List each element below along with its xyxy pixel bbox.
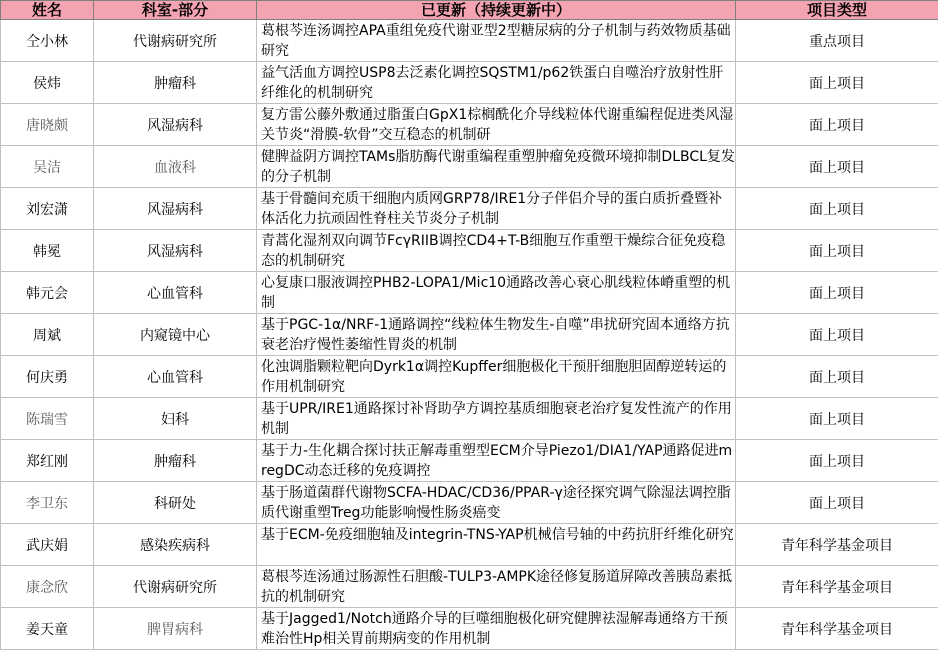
cell-name[interactable]: 武庆娟 bbox=[1, 524, 94, 566]
cell-type[interactable]: 面上项目 bbox=[736, 314, 938, 356]
cell-dept[interactable]: 风湿病科 bbox=[94, 230, 257, 272]
cell-title-text: 葛根芩连汤通过肠源性石胆酸-TULP3-AMPK途径修复肠道屏障改善胰岛素抵抗的机制研究 bbox=[261, 567, 735, 607]
cell-title-text: 葛根芩连汤调控APA重组免疫代谢亚型2型糖尿病的分子机制与药效物质基础研究 bbox=[261, 21, 735, 61]
cell-dept[interactable]: 妇科 bbox=[94, 398, 257, 440]
cell-title[interactable] bbox=[257, 608, 736, 650]
cell-title-text: 基于Jagged1/Notch通路介导的巨噬细胞极化研究健脾祛湿解毒通络方干预难治性Hp相关胃前期病变的作用机制 bbox=[261, 609, 735, 649]
cell-type[interactable]: 面上项目 bbox=[736, 104, 938, 146]
cell-dept[interactable]: 科研处 bbox=[94, 482, 257, 524]
cell-type[interactable]: 面上项目 bbox=[736, 146, 938, 188]
cell-dept[interactable]: 心血管科 bbox=[94, 272, 257, 314]
table-row bbox=[1, 20, 938, 62]
cell-name[interactable]: 韩元会 bbox=[1, 272, 94, 314]
cell-title[interactable] bbox=[257, 482, 736, 524]
cell-name[interactable]: 吴洁 bbox=[1, 146, 94, 188]
cell-title-text: 心复康口服液调控PHB2-LOPA1/Mic10通路改善心衰心肌线粒体嵴重塑的机制 bbox=[261, 273, 735, 313]
cell-title-text: 基于PGC-1α/NRF-1通路调控“线粒体生物发生-自噬”串扰研究固本通络方抗衰老治疗慢性萎缩性胃炎的机制 bbox=[261, 315, 735, 355]
table-row bbox=[1, 398, 938, 440]
cell-dept[interactable]: 血液科 bbox=[94, 146, 257, 188]
cell-name[interactable]: 仝小林 bbox=[1, 20, 94, 62]
cell-title-text: 基于骨髓间充质干细胞内质网GRP78/IRE1分子伴侣介导的蛋白质折叠暨补体活化力抗顽固性脊柱关节炎分子机制 bbox=[261, 189, 735, 229]
table-row bbox=[1, 482, 938, 524]
cell-name[interactable]: 康念欣 bbox=[1, 566, 94, 608]
table-row bbox=[1, 608, 938, 650]
cell-title[interactable] bbox=[257, 230, 736, 272]
table-row bbox=[1, 104, 938, 146]
cell-title-text: 化浊调脂颗粒靶向Dyrk1α调控Kupffer细胞极化干预肝细胞胆固醇逆转运的作用机制研究 bbox=[261, 357, 735, 397]
cell-name[interactable]: 李卫东 bbox=[1, 482, 94, 524]
cell-type[interactable]: 青年科学基金项目 bbox=[736, 608, 938, 650]
table-row bbox=[1, 62, 938, 104]
cell-type[interactable]: 青年科学基金项目 bbox=[736, 566, 938, 608]
cell-title[interactable] bbox=[257, 104, 736, 146]
cell-title-text: 基于肠道菌群代谢物SCFA-HDAC/CD36/PPAR-γ途径探究调气除湿法调控脂质代谢重塑Treg功能影响慢性肠炎癌变 bbox=[261, 483, 735, 523]
cell-title-text: 青蒿化湿剂双向调节FcγRIIB调控CD4+T-B细胞互作重塑干燥综合征免疫稳态的机制研究 bbox=[261, 231, 735, 271]
cell-name[interactable]: 周斌 bbox=[1, 314, 94, 356]
table-row bbox=[1, 356, 938, 398]
cell-dept[interactable]: 肿瘤科 bbox=[94, 62, 257, 104]
cell-title-text: 基于力-生化耦合探讨扶正解毒重塑型ECM介导Piezo1/DIA1/YAP通路促进mregDC动态迁移的免疫调控 bbox=[261, 441, 735, 481]
cell-title[interactable] bbox=[257, 566, 736, 608]
cell-name[interactable]: 韩冕 bbox=[1, 230, 94, 272]
cell-dept[interactable]: 风湿病科 bbox=[94, 188, 257, 230]
cell-dept[interactable]: 风湿病科 bbox=[94, 104, 257, 146]
cell-type[interactable]: 重点项目 bbox=[736, 20, 938, 62]
cell-title[interactable] bbox=[257, 146, 736, 188]
table-row bbox=[1, 188, 938, 230]
cell-name[interactable]: 唐晓颇 bbox=[1, 104, 94, 146]
cell-name[interactable]: 何庆勇 bbox=[1, 356, 94, 398]
cell-type[interactable]: 青年科学基金项目 bbox=[736, 524, 938, 566]
header-row bbox=[1, 1, 938, 20]
cell-dept[interactable]: 内窥镜中心 bbox=[94, 314, 257, 356]
cell-type[interactable]: 面上项目 bbox=[736, 230, 938, 272]
cell-title-text: 健脾益阴方调控TAMs脂肪酶代谢重编程重塑肿瘤免疫微环境抑制DLBCL复发的分子机制 bbox=[261, 147, 735, 187]
cell-type[interactable]: 面上项目 bbox=[736, 62, 938, 104]
cell-title-text: 基于ECM-免疫细胞轴及integrin-TNS-YAP机械信号轴的中药抗肝纤维化研究 bbox=[261, 525, 735, 565]
table-row bbox=[1, 146, 938, 188]
cell-dept[interactable]: 心血管科 bbox=[94, 356, 257, 398]
cell-title[interactable] bbox=[257, 62, 736, 104]
cell-title[interactable] bbox=[257, 356, 736, 398]
cell-name[interactable]: 姜天童 bbox=[1, 608, 94, 650]
header-dept[interactable]: 科室-部分 bbox=[94, 1, 257, 20]
cell-title[interactable] bbox=[257, 440, 736, 482]
cell-title[interactable] bbox=[257, 20, 736, 62]
cell-dept[interactable]: 感染疾病科 bbox=[94, 524, 257, 566]
cell-title-text: 复方雷公藤外敷通过脂蛋白GpX1棕榈酰化介导线粒体代谢重编程促进类风湿关节炎“滑膜-软骨”交互稳态的机制研 bbox=[261, 105, 735, 145]
cell-dept[interactable]: 代谢病研究所 bbox=[94, 566, 257, 608]
cell-type[interactable]: 面上项目 bbox=[736, 482, 938, 524]
cell-dept[interactable]: 肿瘤科 bbox=[94, 440, 257, 482]
cell-name[interactable]: 刘宏潇 bbox=[1, 188, 94, 230]
header-title[interactable]: 已更新（持续更新中） bbox=[257, 1, 736, 20]
table-body bbox=[1, 20, 938, 650]
table-row bbox=[1, 440, 938, 482]
table-row bbox=[1, 230, 938, 272]
cell-title[interactable] bbox=[257, 188, 736, 230]
table-row bbox=[1, 272, 938, 314]
cell-type[interactable]: 面上项目 bbox=[736, 356, 938, 398]
cell-name[interactable]: 陈瑞雪 bbox=[1, 398, 94, 440]
cell-name[interactable]: 侯炜 bbox=[1, 62, 94, 104]
cell-type[interactable]: 面上项目 bbox=[736, 398, 938, 440]
header-type[interactable]: 项目类型 bbox=[736, 1, 938, 20]
cell-dept[interactable]: 脾胃病科 bbox=[94, 608, 257, 650]
cell-type[interactable]: 面上项目 bbox=[736, 440, 938, 482]
cell-title[interactable] bbox=[257, 524, 736, 566]
cell-type[interactable]: 面上项目 bbox=[736, 188, 938, 230]
cell-type[interactable]: 面上项目 bbox=[736, 272, 938, 314]
cell-title[interactable] bbox=[257, 314, 736, 356]
header-name[interactable]: 姓名 bbox=[1, 1, 94, 20]
table-row bbox=[1, 524, 938, 566]
table-row bbox=[1, 314, 938, 356]
cell-title[interactable] bbox=[257, 272, 736, 314]
cell-name[interactable]: 郑红刚 bbox=[1, 440, 94, 482]
cell-title[interactable] bbox=[257, 398, 736, 440]
cell-dept[interactable]: 代谢病研究所 bbox=[94, 20, 257, 62]
cell-title-text: 基于UPR/IRE1通路探讨补肾助孕方调控基质细胞衰老治疗复发性流产的作用机制 bbox=[261, 399, 735, 439]
cell-title-text: 益气活血方调控USP8去泛素化调控SQSTM1/p62铁蛋白自噬治疗放射性肝纤维化的机制研究 bbox=[261, 63, 735, 103]
table-row bbox=[1, 566, 938, 608]
